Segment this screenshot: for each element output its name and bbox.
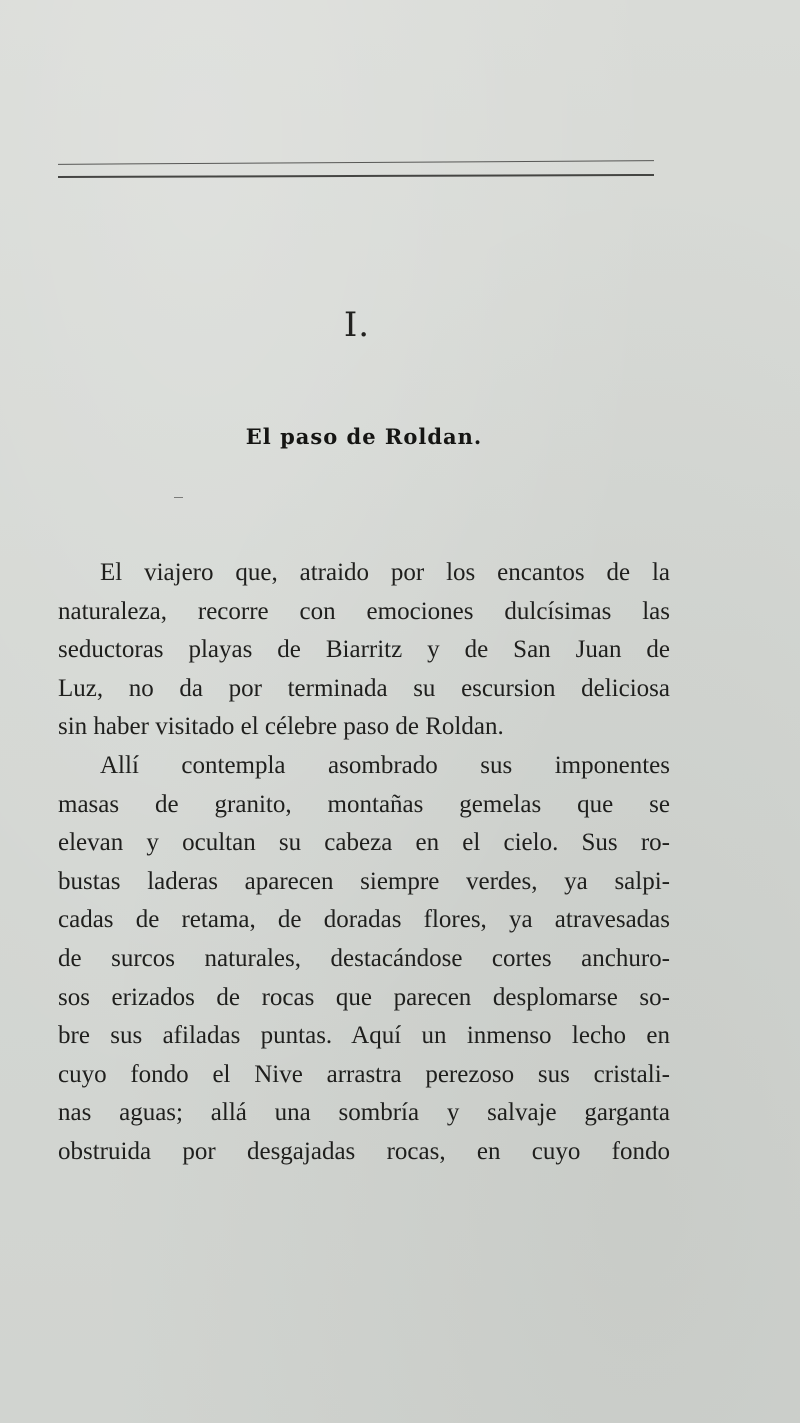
text-line: seductoras playas de Biarritz y de San Juan de <box>58 636 670 664</box>
text-line: naturaleza, recorre con emociones dulcísimas las <box>58 597 670 625</box>
title-ornament <box>174 497 183 498</box>
text-line: de surcos naturales, destacándose cortes anchuro- <box>58 944 670 972</box>
header-rule-thin <box>58 160 654 165</box>
text-line: bustas laderas aparecen siempre verdes, ya salpi- <box>58 867 670 895</box>
text-line: sin haber visitado el célebre paso de Roldan. <box>58 713 504 741</box>
text-line: cadas de retama, de doradas flores, ya atravesadas <box>58 906 670 934</box>
text-line: cuyo fondo el Nive arrastra perezoso sus cristali- <box>58 1060 670 1088</box>
header-rule-thick <box>58 174 654 178</box>
chapter-title: El paso de Roldan. <box>245 424 483 449</box>
text-line: nas aguas; allá una sombría y salvaje garganta <box>58 1099 670 1127</box>
text-line: sos erizados de rocas que parecen desplomarse so- <box>58 983 670 1011</box>
body-text <box>58 554 670 1172</box>
text-line: elevan y ocultan su cabeza en el cielo. Sus ro- <box>58 829 670 857</box>
text-line: El viajero que, atraido por los encantos de la <box>100 559 670 586</box>
text-line: obstruida por desgajadas rocas, en cuyo fondo <box>58 1137 670 1165</box>
text-line: masas de granito, montañas gemelas que se <box>58 790 670 818</box>
text-line: bre sus afiladas puntas. Aquí un inmenso lecho en <box>58 1022 670 1050</box>
chapter-number: I. <box>343 305 371 345</box>
text-line: Allí contempla asombrado sus imponentes <box>100 751 670 779</box>
text-line: Luz, no da por terminada su escursion deliciosa <box>58 674 670 702</box>
